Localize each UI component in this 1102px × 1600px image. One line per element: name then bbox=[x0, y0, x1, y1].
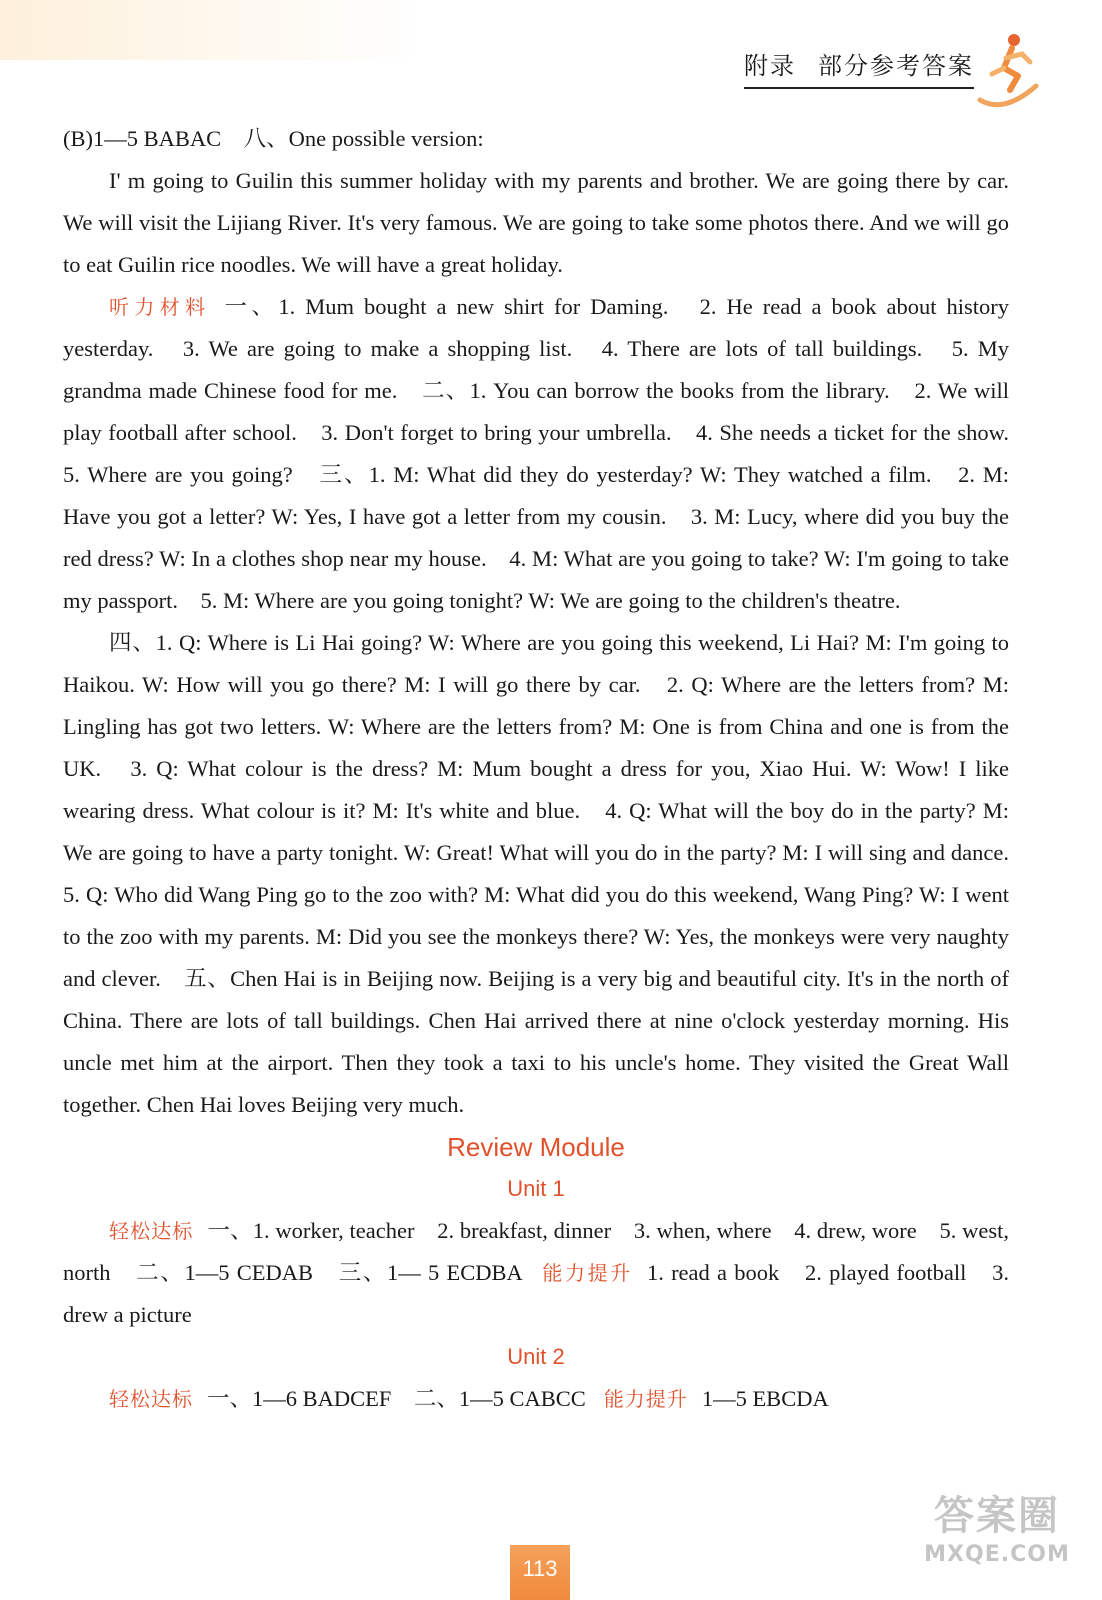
watermark bbox=[912, 1492, 1082, 1582]
unit-2-easy-text: 一、1—6 BADCEF 二、1—5 CABCC bbox=[207, 1386, 586, 1411]
answers-b-line: (B)1—5 BABAC 八、One possible version: bbox=[63, 126, 484, 151]
unit-2-easy-tag: 轻松达标 bbox=[109, 1387, 193, 1411]
listening-material-para-1 bbox=[63, 286, 1032, 622]
unit-1-easy-tag: 轻松达标 bbox=[109, 1219, 194, 1243]
unit-2-answers bbox=[63, 1378, 1009, 1420]
header-answers-title: 部分参考答案 bbox=[818, 52, 974, 80]
watermark-bottom: MXQE.COM bbox=[924, 1542, 1070, 1567]
review-module-title: Review Module bbox=[447, 1132, 625, 1162]
watermark-top: 答案圈 bbox=[934, 1493, 1060, 1539]
running-figure-icon bbox=[974, 28, 1044, 108]
unit-2-ability-text: 1—5 EBCDA bbox=[701, 1386, 829, 1411]
header-appendix: 附录 bbox=[744, 52, 796, 80]
unit-1-title: Unit 1 bbox=[507, 1176, 565, 1201]
unit-1-ability-tag: 能力提升 bbox=[540, 1261, 633, 1285]
page-number: 113 bbox=[510, 1545, 570, 1600]
sample-essay: I' m going to Guilin this summer holiday with my parents and brother. We are going there by car. We will visit the Lijiang River. It's very famous. We are going to take some photos there. And we will go to eat Guilin rice noodles. We will have a great holiday. bbox=[63, 168, 1009, 277]
unit-1-answers bbox=[63, 1210, 1009, 1336]
unit-1-ability-text: 1. read a book 2. played football 3. drew a picture bbox=[63, 1260, 1009, 1327]
unit-2-title: Unit 2 bbox=[507, 1344, 565, 1369]
unit-2-ability-tag: 能力提升 bbox=[603, 1387, 688, 1411]
listening-material-text-1: 一、1. Mum bought a new shirt for Daming. 2. He read a book about history yesterday. 3. We are going to make a shopping list. 4. There are lots of tall buildings. 5. My grandma made Chinese food for me. 二、1. You can borrow the books from the library. 2. We will play football after school. 3. Don't forget to bring your umbrella. 4. She needs a ticket for the show. 5. Where are you going? 三、1. M: What did they do yesterday? W: They watched a film. 2. M: Have you got a letter? W: Yes, I have got a letter from my cousin. 3. M: Lucy, where did you buy the red dress? W: In a clothes shop near my house. 4. M: What are you going to take? W: I'm going to take my passport. 5. M: Where are you going tonight? W: We are going to the children's theatre. bbox=[63, 294, 1032, 613]
answer-content bbox=[63, 118, 1032, 1420]
listening-material-tag: 听力材料 bbox=[109, 295, 211, 319]
listening-material-para-2: 四、1. Q: Where is Li Hai going? W: Where are you going this weekend, Li Hai? M: I'm going to Haikou. W: How will you go there? M: I will go there by car. 2. Q: Where are the letters from? M: Lingling has got two letters. W: Where are the letters from? M: One is from China and one is from the UK. 3. Q: What colour is the dress? M: Mum bought a dress for you, Xiao Hui. W: Wow! I like wearing dress. What colour is it? M: It's white and blue. 4. Q: What will the boy do in the party? M: We are going to have a party tonight. W: Great! What will you do in the party? M: I will sing and dance. 5. Q: Who did Wang Ping go to the zoo with? M: What did you do this weekend, Wang Ping? W: I went to the zoo with my parents. M: Did you see the monkeys there? W: Yes, the monkeys were very naughty and clever. 五、Chen Hai is in Beijing now. Beijing is a very big and beautiful city. It's in the north of China. There are lots of tall buildings. Chen Hai arrived there at nine o'clock yesterday morning. His uncle met him at the airport. Then they took a taxi to his uncle's home. They visited the Great Wall together. Chen Hai loves Beijing very much. bbox=[63, 630, 1032, 1117]
corner-decoration bbox=[0, 0, 420, 60]
unit-1-easy-text: 一、1. worker, teacher 2. breakfast, dinner 3. when, where 4. drew, wore 5. west, north 二、1—5 CEDAB 三、1— 5 ECDBA bbox=[63, 1218, 1009, 1285]
page-header bbox=[744, 46, 974, 89]
